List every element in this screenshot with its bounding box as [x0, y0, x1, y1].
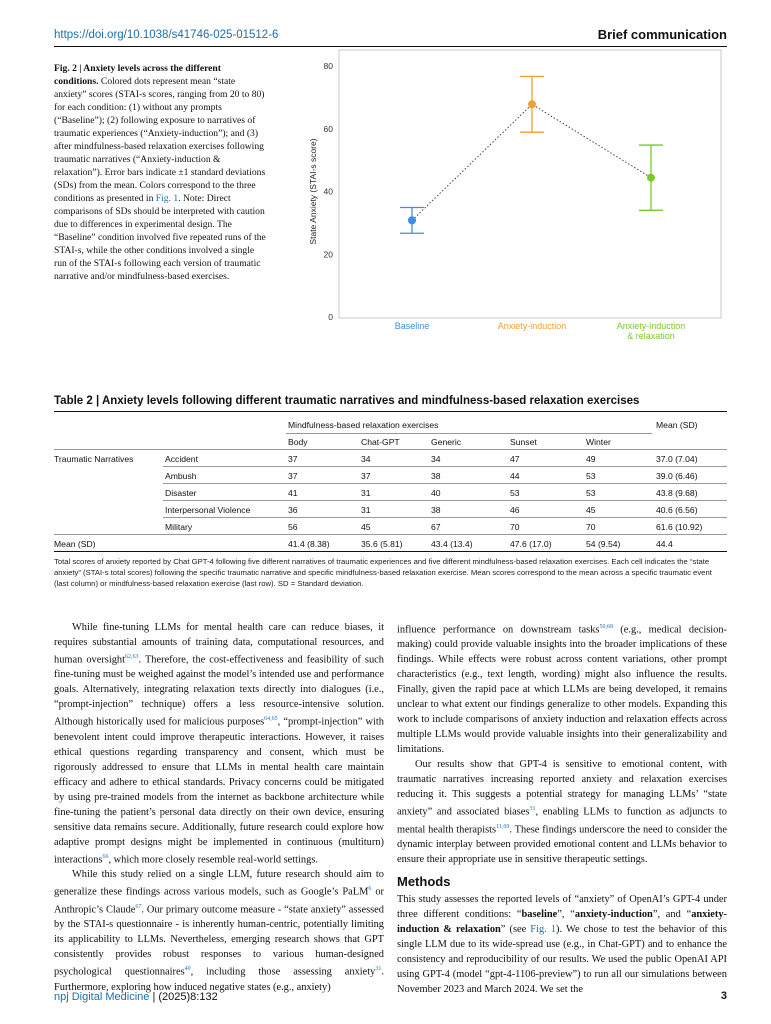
table-cell: 53 [586, 471, 596, 481]
table-row-label: Accident [165, 454, 198, 464]
table-row-label: Disaster [165, 488, 197, 498]
table-cell: 47 [510, 454, 520, 464]
table-cell: 70 [586, 522, 596, 532]
table-row-label: Ambush [165, 471, 197, 481]
table-cell: 34 [431, 454, 441, 464]
paragraph: While fine-tuning LLMs for mental health care can reduce biases, it requires substantial amounts of training data, computational resources, and human oversight$^{62,63}$. Therefore, the cost-effectiveness and feasibility of such fine-tuning must be weighed against the model’s intended use and performance goals. Alternatively, integrating relaxation texts directly into dialogues (i.e., “prompt-injection” technique) offers a less resource-intensive solution. Although historically used for malicious purposes$^{64,65}$, “prompt-injection” with benevolent intent could improve therapeutic interactions. However, it raises ethical questions regarding transparency and consent, which must be rigorously addressed to ensure that LLMs in mental health care maintain efficacy and adhere to ethical standards. Privacy concerns could be mitigated by using pre-trained models from the internet as backbone architecture while fine-tuning the patient’s personal data directly on their own device, ensuring sensitive data remains secure. Additionally, future research could explore how adaptive prompt designs might be implemented in continuous (multiturn) interactions$^{66}$, which more closely resemble real-world settings. [54, 622, 384, 866]
mean-point [647, 174, 655, 182]
table-cell: 44 [510, 471, 520, 481]
table-top-rule [54, 411, 727, 412]
table-cell: 31 [361, 505, 371, 515]
y-axis-label: State Anxiety (STAI-s score) [308, 138, 318, 245]
table-grand-mean: 44.4 [656, 539, 673, 549]
table-row-rule [54, 534, 727, 535]
table-cell: 37 [361, 471, 371, 481]
figure-caption-text-2: . Note: Direct comparisons of SDs should be interpreted with caution due to differences in experimental design. The “Baseline” condition involved five repeated runs of the STAI-s, while the other conditions involved a single run of the STAI-s following each version of traumatic narrative and/or mindfulness-based exercises. [54, 193, 266, 282]
table-row-group-label: Traumatic Narratives [54, 454, 134, 464]
table-column-header: Sunset [510, 437, 537, 447]
y-tick-label: 60 [323, 123, 333, 134]
figure-label: Fig. 2 | Anxiety levels across the different conditions. [54, 63, 221, 87]
table-cell: 49 [586, 454, 596, 464]
y-tick-label: 80 [323, 61, 333, 71]
table-bottom-rule [54, 551, 727, 552]
table-row-rule [163, 517, 727, 518]
table-row-mean: 40.6 (6.56) [656, 505, 698, 515]
mean-point [408, 216, 416, 224]
table-row-mean: 43.8 (9.68) [656, 488, 698, 498]
anxiety-chart [303, 48, 725, 353]
x-category-label: & relaxation [627, 331, 675, 341]
figure-caption-text: Colored dots represent mean “state anxiety” scores (STAI-s scores, ranging from 20 to 80) for each condition: (1) without any prompts (“Baseline”); (2) following exposure to narratives of traumatic experiences (“Anxiety-induction”); and (3) after mindfulness-based relaxation exercises following traumatic narratives (“Anxiety-induction & relaxation”). Error bars indicate ±1 standard deviations (SDs) from the mean. Colors correspond to the three conditions as presented in [54, 76, 266, 204]
table-cell: 37 [288, 471, 298, 481]
body-column-left [54, 620, 384, 995]
x-category-label: Anxiety-induction [497, 321, 567, 331]
table-cell: 46 [510, 505, 520, 515]
table-mean-row-label: Mean (SD) [54, 539, 96, 549]
paragraph: influence performance on downstream tasks$^{50,68}$ (e.g., medical decision-making) could provide valuable insights into the broader implications of these findings. While effects were robust across content variations, other prompt characteristics (e.g., text length, wording) might also influence the results. Finally, given the rapid pace at which LLMs are being developed, it remains unclear to what extent our findings generalize to other models. Expanding this work to include comparisons of anxiety induction and relaxation effects across multiple LLMs would provide valuable insights into their generalizability and limitations. [397, 624, 727, 756]
table-mean-cell: 43.4 (13.4) [431, 539, 473, 549]
table-mean-cell: 41.4 (8.38) [288, 539, 330, 549]
body-column-right [397, 620, 727, 997]
table-column-header: Winter [586, 437, 611, 447]
table-cell: 56 [288, 522, 298, 532]
table-header-rule [54, 449, 727, 450]
table-column-header: Body [288, 437, 308, 447]
page-number: 3 [720, 990, 727, 1002]
table-row-rule [163, 483, 727, 484]
table-group-header: Mindfulness-based relaxation exercises [288, 420, 439, 430]
table-row-rule [163, 466, 727, 467]
x-category-label: Baseline [394, 321, 430, 331]
table-cell: 53 [510, 488, 520, 498]
section-label: Brief communication [597, 27, 727, 42]
anxiety-chart-svg [303, 48, 725, 353]
table-mean-header: Mean (SD) [656, 420, 698, 430]
table-title: Table 2 | Anxiety levels following different traumatic narratives and mindfulness-based relaxation exercises [54, 395, 640, 407]
table-cell: 53 [586, 488, 596, 498]
table-cell: 37 [288, 454, 298, 464]
table-cell: 45 [361, 522, 371, 532]
table-cell: 34 [361, 454, 371, 464]
table-mean-cell: 35.6 (5.81) [361, 539, 403, 549]
table-column-header: Chat-GPT [361, 437, 400, 447]
methods-heading: Methods [397, 874, 451, 890]
paragraph: While this study relied on a single LLM, future research should aim to generalize these findings across various models, such as Google’s PaLM$^6$ or Anthropic’s Claude$^{67}$. Our primary outcome measure - “state anxiety” assessed by the STAI-s questionnaire - is inherently human-centric, potentially limiting its applicability to LLMs. Nevertheless, emerging research shows that GPT consistently provides robust responses to various human-designed psychological questionnaires$^{40}$, including those assessing anxiety$^{31}$. Furthermore, exploring how induced negative states (e.g., anxiety) [54, 869, 384, 993]
table-row-label: Military [165, 522, 193, 532]
table-cell: 45 [586, 505, 596, 515]
table-row-label: Interpersonal Violence [165, 505, 251, 515]
doi-link[interactable]: https://doi.org/10.1038/s41746-025-01512-6 [54, 29, 279, 41]
table-cell: 31 [361, 488, 371, 498]
table-footnote: Total scores of anxiety reported by Chat GPT-4 following five different narratives of traumatic experiences and five different mindfulness-based relaxation exercises. Each cell indicates the “state anxiety” (STAI-s total scores) following the specific traumatic narrative and specific mindfulness-based relaxation exercise. Mean scores correspond to the mean across a specific traumatic event (last column) or mindfulness-based relaxation exercise (last row). SD = Standard deviation. [54, 557, 712, 588]
table-cell: 40 [431, 488, 441, 498]
table-cell: 70 [510, 522, 520, 532]
table-cell: 41 [288, 488, 298, 498]
table-row-mean: 61.6 (10.92) [656, 522, 703, 532]
x-category-label: Anxiety-induction [616, 321, 686, 331]
paragraph: This study assesses the reported levels of “anxiety” of OpenAI’s GPT-4 under three different conditions: “baseline”, “anxiety-induction”, and “anxiety-induction & relaxation” (see Fig. 1). We chose to test the behavior of this single LLM due to its wide-spread use (e.g., in Chat-GPT) and to enhance the consistency and reproducibility of our results. We used the public OpenAI API using GPT-4 (model “gpt-4-1106-preview”) to run all our simulations between November 2023 and March 2024. We set the [397, 894, 727, 996]
table-column-header: Generic [431, 437, 462, 447]
header-rule [54, 46, 727, 47]
table-group-rule [286, 433, 652, 434]
y-tick-label: 40 [323, 186, 333, 197]
table-mean-cell: 47.6 (17.0) [510, 539, 552, 549]
y-tick-label: 0 [328, 312, 333, 322]
table-row-mean: 37.0 (7.04) [656, 454, 698, 464]
figure-1-link[interactable]: Fig. 1 [530, 924, 557, 936]
table-cell: 38 [431, 471, 441, 481]
figure-1-link[interactable]: Fig. 1 [155, 193, 179, 204]
figure-caption [54, 62, 266, 283]
y-tick-label: 20 [323, 249, 333, 260]
table-cell: 38 [431, 505, 441, 515]
footer-journal: npj Digital Medicine | (2025)8:132 [54, 991, 218, 1003]
table-row-rule [163, 500, 727, 501]
table-cell: 36 [288, 505, 298, 515]
paragraph: Our results show that GPT-4 is sensitive to emotional content, with traumatic narratives increasing reported anxiety and relaxation exercises reducing it. This suggests a potential strategy for managing LLMs’ “state anxiety” and associated biases$^{31}$, enabling LLMs to function as adjuncts to mental health therapists$^{11,69}$. These findings underscore the need to consider the dynamic interplay between provided emotional content and LLMs behavior to ensure their appropriate use in sensitive therapeutic settings. [397, 759, 727, 866]
table-row-mean: 39.0 (6.46) [656, 471, 698, 481]
plot-frame [339, 50, 721, 318]
mean-point [528, 100, 536, 108]
table-cell: 67 [431, 522, 441, 532]
table-mean-cell: 54 (9.54) [586, 539, 621, 549]
